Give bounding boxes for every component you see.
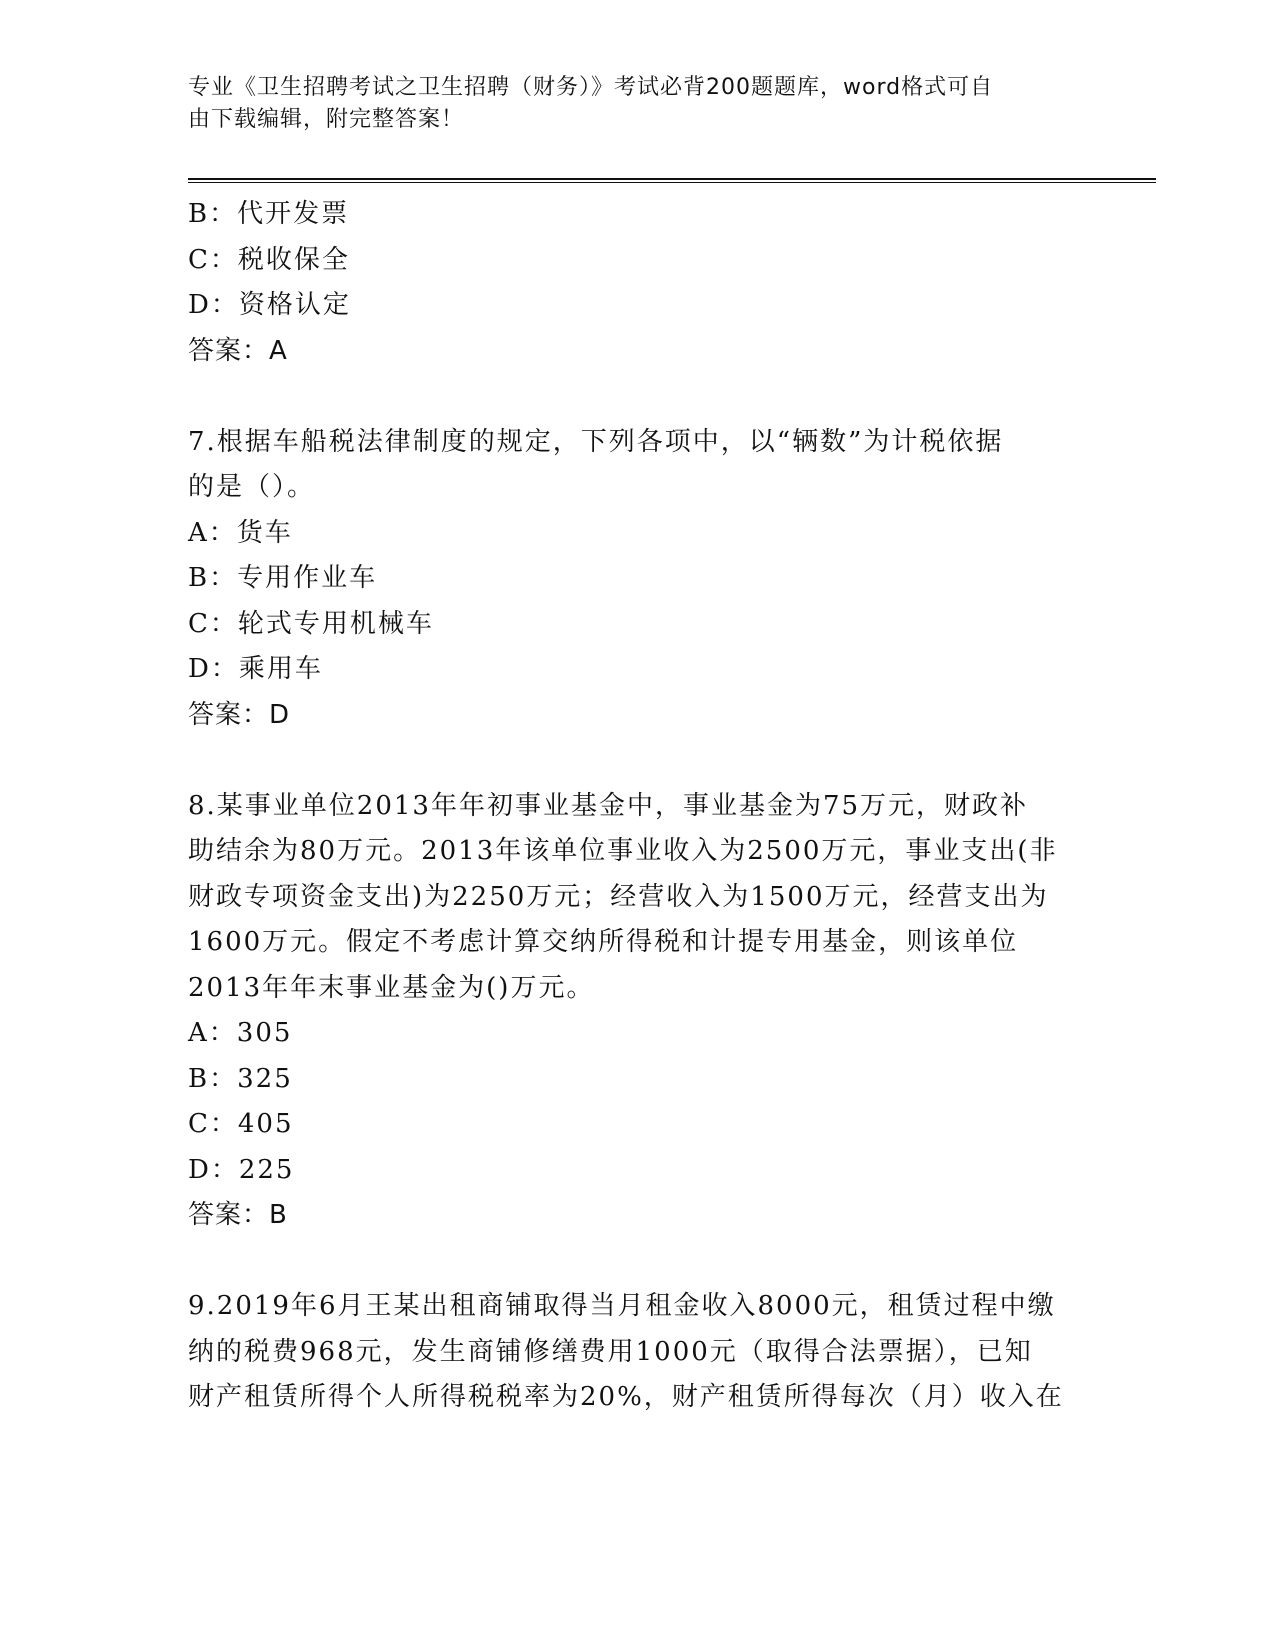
document-header — [188, 72, 1068, 136]
option-d: D：资格认定 — [188, 290, 351, 320]
question-8-stem-line: 2013年年末事业基金为()万元。 — [188, 972, 595, 1003]
option-c: C：轮式专用机械车 — [188, 608, 434, 639]
header-rule — [188, 178, 1156, 180]
spacer — [188, 1239, 1088, 1285]
question-8-stem-line: 8.某事业单位2013年年初事业基金中，事业基金为75万元，财政补 — [188, 790, 1029, 821]
answer: 答案：A — [188, 335, 288, 366]
answer: 答案：B — [188, 1200, 288, 1230]
option-c: C：税收保全 — [188, 244, 350, 275]
question-8-stem-line: 1600万元。假定不考虑计算交纳所得税和计提专用基金，则该单位 — [188, 927, 1019, 957]
question-8-stem-line: 财政专项资金支出)为2250万元；经营收入为1500万元，经营支出为 — [188, 881, 1049, 912]
question-9-stem-line: 财产租赁所得个人所得税税率为20%，财产租赁所得每次（月）收入在 — [188, 1382, 1064, 1412]
header-line-1: 专业《卫生招聘考试之卫生招聘（财务）》考试必背200题题库，word格式可自 — [188, 75, 994, 100]
question-content — [188, 192, 1088, 1421]
option-d: D：225 — [188, 1154, 295, 1185]
question-9-stem-line: 9.2019年6月王某出租商铺取得当月租金收入8000元，租赁过程中缴 — [188, 1291, 1056, 1321]
option-b: B：专用作业车 — [188, 563, 378, 593]
answer: 答案：D — [188, 699, 291, 730]
option-a: A：货车 — [188, 517, 293, 548]
spacer — [188, 374, 1088, 420]
question-7-stem-line: 7.根据车船税法律制度的规定，下列各项中，以“辆数”为计税依据 — [188, 426, 1004, 457]
question-9-stem-line: 纳的税费968元，发生商铺修缮费用1000元（取得合法票据），已知 — [188, 1336, 1033, 1367]
option-d: D：乘用车 — [188, 654, 323, 684]
header-line-2: 由下载编辑，附完整答案！ — [188, 107, 465, 132]
option-b: B：代开发票 — [188, 199, 350, 229]
spacer — [188, 738, 1088, 784]
option-b: B：325 — [188, 1063, 293, 1094]
option-c: C：405 — [188, 1109, 294, 1139]
option-a: A：305 — [188, 1018, 293, 1048]
question-7-stem-line: 的是（）。 — [188, 472, 316, 502]
header-rule-thin — [188, 182, 1156, 183]
question-8-stem-line: 助结余为80万元。2013年该单位事业收入为2500万元，事业支出(非 — [188, 836, 1058, 866]
